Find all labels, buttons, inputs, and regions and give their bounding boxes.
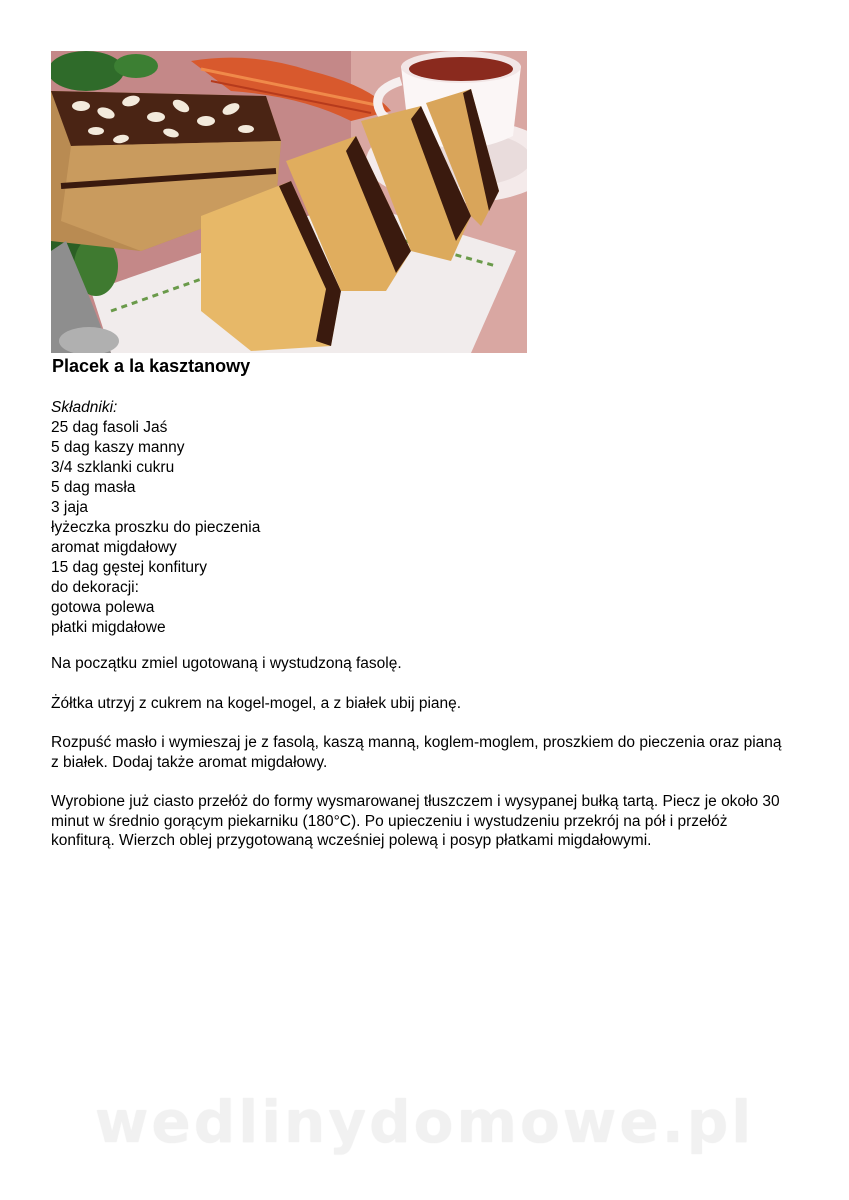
watermark: wedlinydomowe.pl [94,1088,755,1156]
ingredient-item: gotowa polewa [51,599,155,616]
ingredient-item: 15 dag gęstej konfitury [51,559,207,576]
ingredient-item: 3 jaja [51,499,89,516]
step-paragraph: Żółtka utrzyj z cukrem na kogel-mogel, a z białek ubij pianę. [51,694,462,712]
preparation-steps [51,654,791,871]
ingredient-item: 5 dag masła [51,479,136,496]
ingredient-item: płatki migdałowe [51,619,166,636]
recipe-title: Placek a la kasztanowy [52,356,251,376]
ingredient-item: 3/4 szklanki cukru [51,459,175,476]
ingredient-item: aromat migdałowy [51,539,177,556]
ingredients-label: Składniki: [51,399,118,416]
step-paragraph: Na początku zmiel ugotowaną i wystudzoną fasolę. [51,655,402,672]
ingredients-list [51,398,260,638]
ingredient-item: łyżeczka proszku do pieczenia [51,519,261,536]
recipe-photo [51,51,527,353]
step-paragraph: Rozpuść masło i wymieszaj je z fasolą, kaszą manną, koglem-moglem, proszkiem do pieczenia oraz pianą z białek. Dodaj także aromat migdałowy. [51,734,782,771]
step-paragraph: Wyrobione już ciasto przełóż do formy wysmarowanej tłuszczem i wysypanej bułką tartą. Piecz je około 30 minut w średnio gorącym piekarniku (180°C). Po upieczeniu i wystudzeniu przekrój na pół i przełóż konfiturą. Wierzch oblej przygotowaną wcześniej polewą i posyp płatkami migdałowymi. [51,793,780,849]
ingredient-item: 5 dag kaszy manny [51,439,185,456]
ingredient-item: do dekoracji: [51,579,139,596]
ingredient-item: 25 dag fasoli Jaś [51,419,168,436]
